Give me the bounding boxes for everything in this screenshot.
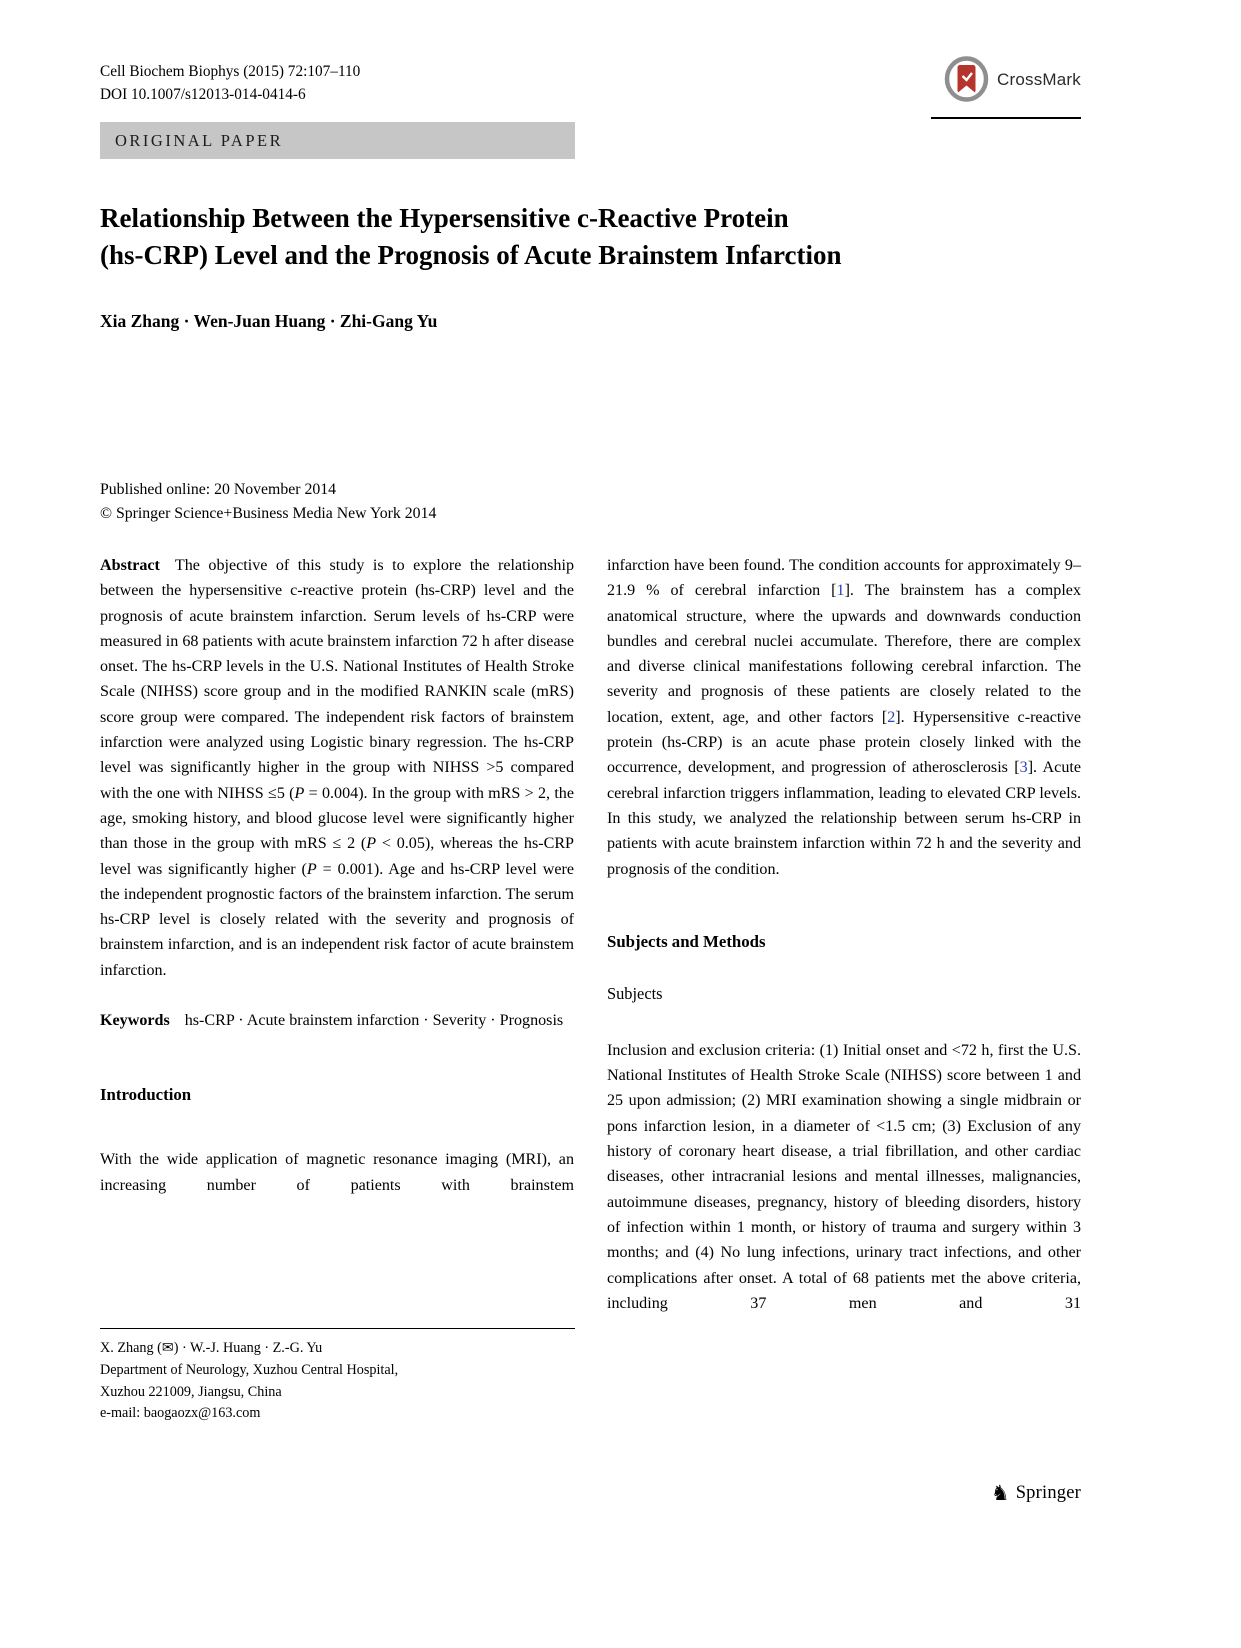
springer-logo [991,1483,1081,1504]
section-heading-introduction: Introduction [100,1085,192,1105]
introduction-paragraph: With the wide application of magnetic resonance imaging (MRI), an increasing number of patients with brainstem [100,1151,574,1194]
keywords: Keywords hs-CRP · Acute brainstem infarction · Severity · Prognosis [100,1012,564,1030]
left-column [100,553,574,1316]
article-title-line-2: (hs-CRP) Level and the Prognosis of Acute Brainstem Infarction [100,240,842,270]
subjects-paragraph: Inclusion and exclusion criteria: (1) Initial onset and <72 h, first the U.S. National Institutes of Health Stroke Scale (NIHSS) score between 1 and 25 upon admission; (2) MRI examination showing a single midbrain or pons infarction lesion, in a diameter of <1.5 cm; (3) Exclusion of any history of coronary heart disease, a trial fibrillation, and other cardiac diseases, other intracranial lesions and mental illnesses, malignancies, autoimmune diseases, pregnancy, history of bleeding disorders, history of infection within 1 month, or history of trauma and surgery within 3 months; and (4) No lung infections, urinary tract infections, and other complications after onset. A total of 68 patients met the above criteria, including 37 men and 31 [607,1041,1081,1312]
article-type-banner: ORIGINAL PAPER [100,122,575,159]
article-body [100,553,1081,1316]
crossmark-badge[interactable] [944,56,1081,103]
section-heading-subjects-and-methods: Subjects and Methods [607,931,766,951]
footnote-affiliation-line-1: Department of Neurology, Xuzhou Central Hospital, [100,1361,399,1378]
published-online: Published online: 20 November 2014 [100,481,337,498]
footnote-email[interactable]: e-mail: baogaozx@163.com [100,1405,261,1422]
publication-info [100,478,436,525]
crossmark-icon [944,56,989,103]
citation-ref[interactable]: 1 [836,582,845,600]
abstract-paragraph: Abstract The objective of this study is to explore the relationship between the hypersensitive c-reactive protein (hs-CRP) level and the prognosis of acute brainstem infarction. Serum levels of hs-CRP were measured in 68 patients with acute brainstem infarction 72 h after disease onset. The hs-CRP levels in the U.S. National Institutes of Health Stroke Scale (NIHSS) score group and in the modified RANKIN scale (mRS) score group were compared. The independent risk factors of brainstem infarction were analyzed using Logistic binary regression. The hs-CRP level was significantly higher in the group with NIHSS >5 compared with the one with NIHSS ≤5 (P = 0.004). In the group with mRS > 2, the age, smoking history, and blood glucose level were significantly higher than those in the group with mRS ≤ 2 (P < 0.05), whereas the hs-CRP level was significantly higher (P = 0.001). Age and hs-CRP level were the independent prognostic factors of the brainstem infarction. The serum hs-CRP level is closely related with the severity and prognosis of brainstem infarction, and is an independent risk factor of acute brainstem infarction. [100,557,575,979]
journal-citation: Cell Biochem Biophys (2015) 72:107–110 [100,63,361,80]
doi: DOI 10.1007/s12013-014-0414-6 [100,86,306,103]
right-column [607,553,1081,1316]
subsection-heading-subjects: Subjects [607,983,663,1003]
introduction-continued-paragraph: infarction have been found. The condition accounts for approximately 9–21.9 % of cerebral infarction [1]. The brainstem has a complex anatomical structure, where the upwards and downwards conduction bundles and cerebral nuclei accumulate. Therefore, there are complex and diverse clinical manifestations following cerebral infarction. The severity and prognosis of these patients are closely related to the location, extent, age, and other factors [2]. Hypersensitive c-reactive protein (hs-CRP) is an acute phase protein closely linked with the occurrence, development, and progression of atherosclerosis [3]. Acute cerebral infarction triggers inflammation, leading to elevated CRP levels. In this study, we analyzed the relationship between serum hs-CRP in patients with acute brainstem infarction within 72 h and the severity and prognosis of the condition. [607,557,1081,878]
footnote-affiliation-line-2: Xuzhou 221009, Jiangsu, China [100,1383,282,1400]
article-title-line-1: Relationship Between the Hypersensitive c-Reactive Protein [100,203,789,233]
citation-ref[interactable]: 3 [1019,759,1028,777]
header-rule [931,117,1081,119]
springer-wordmark: Springer [1015,1483,1081,1503]
footnote-authors: X. Zhang (✉) · W.-J. Huang · Z.-G. Yu [100,1340,323,1356]
article-title [100,200,1080,274]
authors: Xia Zhang · Wen-Juan Huang · Zhi-Gang Yu [100,311,438,331]
crossmark-label: CrossMark [997,69,1081,89]
citation-ref[interactable]: 2 [887,708,896,726]
correspondence-footnote [100,1328,575,1425]
springer-knight-icon: ♞ [990,1481,1010,1505]
journal-header [100,60,360,106]
copyright-line: © Springer Science+Business Media New York 2014 [100,504,437,522]
